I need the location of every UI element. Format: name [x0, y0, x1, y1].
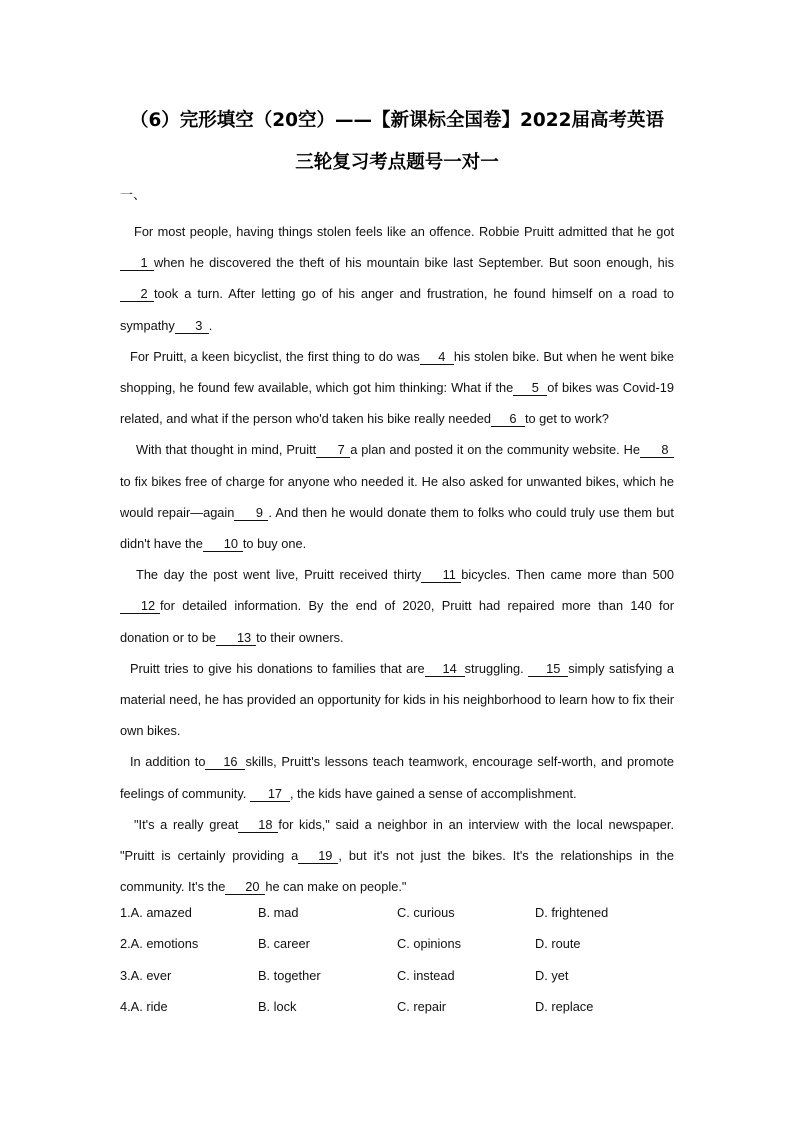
passage-text: to fix bikes free of charge for anyone who needed it. He also asked for unwanted bikes, which he would repair—again	[120, 473, 674, 520]
passage-text: .	[208, 317, 213, 333]
blank-13: 13	[216, 631, 256, 646]
answer-options	[120, 899, 674, 1025]
blank-12: 12	[120, 599, 160, 614]
blank-6: 6	[491, 412, 525, 427]
option-c: C. opinions	[397, 936, 462, 952]
blank-5: 5	[513, 381, 547, 396]
paragraph-7	[120, 809, 674, 903]
paragraph-4	[120, 559, 674, 653]
option-a: 4.A. ride	[120, 999, 168, 1015]
page-subtitle: 三轮复习考点题号一对一	[295, 152, 499, 173]
passage-text: for kids," said a neighbor in an interview with the local newspaper. "Pruitt is certainly providing a	[120, 816, 674, 864]
option-c: C. repair	[397, 999, 447, 1015]
blank-8: 8	[640, 443, 674, 458]
blank-17: 17	[250, 787, 290, 802]
option-row-4	[120, 993, 674, 1024]
passage-text: bicycles. Then came more than 500	[461, 567, 674, 583]
passage-text: for detailed information. By the end of 2020, Pruitt had repaired more than 140 for donation or to be	[120, 598, 674, 645]
passage-text: to their owners.	[256, 629, 344, 645]
passage-text: Pruitt tries to give his donations to families that are	[130, 660, 425, 676]
passage-text: , the kids have gained a sense of accomplishment.	[289, 785, 577, 801]
option-d: D. yet	[535, 967, 569, 983]
passage-text: a plan and posted it on the community website. He	[350, 442, 640, 458]
page-title: （6）完形填空（20空）——【新课标全国卷】2022届高考英语	[129, 110, 665, 131]
blank-2: 2	[120, 287, 154, 302]
option-c: C. curious	[397, 905, 455, 920]
passage-text: to buy one.	[242, 536, 307, 552]
passage-text: With that thought in mind, Pruitt	[136, 442, 317, 458]
passage-text: of bikes was Covid-19 related, and what if the person who'd taken his bike really needed	[120, 380, 674, 427]
blank-7: 7	[316, 443, 350, 458]
blank-9: 9	[234, 506, 268, 521]
option-c: C. instead	[397, 967, 455, 983]
blank-3: 3	[175, 319, 209, 334]
option-b: B. lock	[258, 999, 297, 1015]
blank-20: 20	[225, 880, 265, 895]
option-a: 2.A. emotions	[120, 936, 199, 952]
option-row-3	[120, 962, 674, 993]
blank-11: 11	[421, 568, 461, 583]
option-b: B. career	[258, 936, 310, 952]
blank-4: 4	[420, 350, 454, 365]
passage-text: when he discovered the theft of his mountain bike last September. But soon enough, his	[154, 255, 674, 271]
option-row-2	[120, 930, 674, 961]
blank-19: 19	[298, 849, 338, 864]
blank-14: 14	[425, 662, 465, 677]
option-a: 1.A. amazed	[120, 905, 192, 920]
option-d: D. frightened	[535, 905, 609, 920]
passage-text: simply satisfying a material need, he has provided an opportunity for kids in his neighborhood to learn how to fix their own bikes.	[120, 660, 675, 739]
passage-text: For Pruitt, a keen bicyclist, the first thing to do was	[130, 348, 420, 364]
passage-text: For most people, having things stolen feels like an offence. Robbie Pruitt admitted that he got	[134, 224, 674, 239]
blank-1: 1	[120, 256, 154, 271]
blank-15: 15	[528, 662, 568, 677]
passage-text: his stolen bike. But when he went bike shopping, he found few available, which got him thinking: What if the	[120, 348, 674, 396]
blank-16: 16	[205, 755, 245, 770]
paragraph-2	[120, 341, 674, 435]
passage-text: In addition to	[130, 754, 206, 770]
cloze-passage	[120, 216, 674, 902]
passage-text: "It's a really great	[134, 816, 239, 832]
passage-text: . And then he would donate them to folks who could truly use them but didn't have the	[120, 504, 674, 552]
passage-text: skills, Pruitt's lessons teach teamwork, encourage self-worth, and promote feelings of community.	[120, 754, 674, 801]
option-d: D. replace	[535, 999, 594, 1015]
option-b: B. mad	[258, 905, 299, 920]
blank-18: 18	[238, 818, 278, 833]
option-b: B. together	[258, 967, 321, 983]
paragraph-3	[120, 434, 674, 559]
passage-text: he can make on people."	[265, 879, 407, 895]
section-label: 一、	[120, 188, 147, 203]
blank-10: 10	[203, 537, 243, 552]
passage-text: to get to work?	[524, 411, 609, 427]
option-a: 3.A. ever	[120, 967, 172, 983]
option-d: D. route	[535, 936, 581, 952]
passage-text: took a turn. After letting go of his anger and frustration, he found himself on a road to sympathy	[120, 286, 674, 333]
paragraph-1	[120, 216, 674, 341]
passage-text: , but it's not just the bikes. It's the relationships in the community. It's the	[120, 848, 675, 895]
paragraph-6	[120, 746, 674, 808]
passage-text: struggling.	[464, 660, 524, 676]
paragraph-5	[120, 653, 674, 747]
passage-text: The day the post went live, Pruitt received thirty	[136, 567, 422, 583]
option-row-1	[120, 899, 674, 930]
